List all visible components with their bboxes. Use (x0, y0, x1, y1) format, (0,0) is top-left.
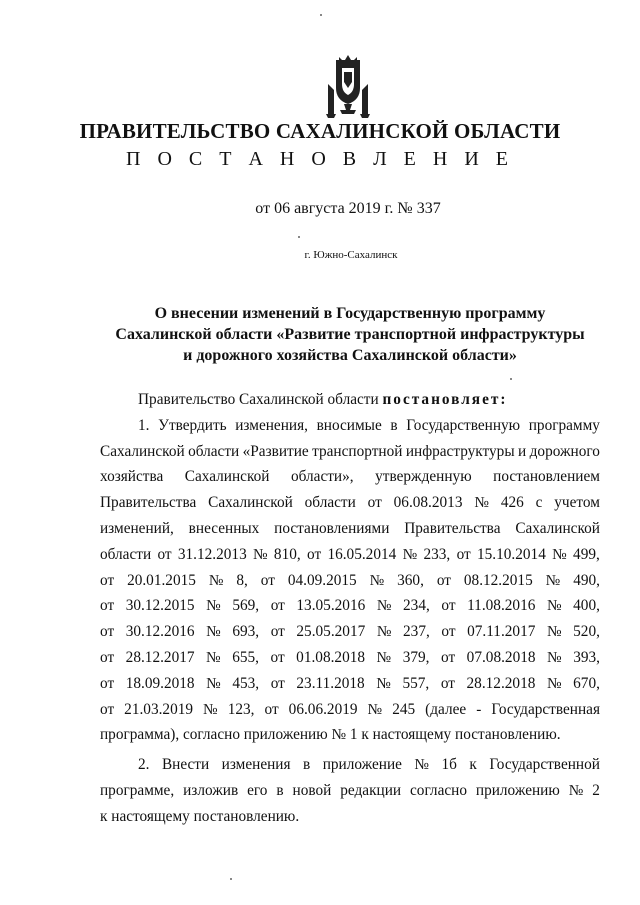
word: приложению (475, 781, 560, 799)
word: от (367, 494, 382, 512)
paragraph-1-line (100, 645, 600, 671)
word: транспортной (312, 442, 403, 460)
word: Утвердить (158, 416, 227, 434)
word: постановлениями (274, 519, 390, 537)
word: 28.12.2017 (125, 648, 195, 666)
paragraph-1-line (100, 619, 600, 645)
word: 15.10.2014 (477, 545, 546, 563)
paragraph-1-last-line: программа), согласно приложению № 1 к настоящему постановлению. (100, 726, 561, 744)
word: № (376, 623, 392, 641)
word: 11.08.2016 (467, 597, 536, 615)
word: № (206, 648, 221, 666)
word: 670, (573, 674, 600, 692)
scan-speck (230, 878, 232, 880)
word: «Развитие (242, 442, 309, 460)
government-title: ПРАВИТЕЛЬСТВО САХАЛИНСКОЙ ОБЛАСТИ (79, 119, 561, 143)
scan-speck (510, 378, 512, 380)
word: с (535, 494, 543, 512)
word: в (390, 416, 398, 434)
word: вносимые (316, 416, 382, 434)
word: Сахалинской (208, 494, 293, 512)
word: 693, (232, 623, 260, 641)
word: области (100, 545, 152, 563)
word: Государственной (489, 756, 600, 774)
paragraph-1-line (100, 490, 600, 516)
paragraph-1-line (100, 464, 600, 490)
word: № (545, 571, 561, 589)
word: 20.01.2015 (127, 571, 196, 589)
word: 360, (397, 571, 424, 589)
subject-line: и дорожного хозяйства Сахалинской области» (183, 347, 517, 364)
word: от (270, 623, 285, 641)
word: Сахалинской (184, 468, 270, 486)
word: № (376, 597, 392, 615)
word: 16.05.2014 (327, 545, 397, 563)
word: № (206, 597, 221, 615)
word: 13.05.2016 (296, 597, 366, 615)
word: 234, (403, 597, 430, 615)
paragraph-1-line (100, 593, 600, 619)
paragraph-1-line (100, 439, 600, 465)
word: хозяйства (100, 468, 164, 486)
word: Сахалинской (100, 442, 185, 460)
paragraph-1-line (100, 516, 600, 542)
document-subject (100, 303, 600, 366)
word: дорожного (529, 442, 600, 460)
word: от (100, 571, 115, 589)
intro-verb: постановляет: (382, 391, 508, 408)
word: 810, (273, 545, 301, 563)
paragraph-1-first-line (100, 413, 600, 439)
word: и (518, 442, 527, 460)
paragraph-2-line (100, 778, 600, 804)
word: № (546, 623, 562, 641)
word: 06.06.2019 (288, 700, 358, 718)
word: его (247, 781, 268, 799)
word: 18.09.2018 (125, 674, 195, 692)
document-place: г. Южно-Сахалинск (304, 249, 398, 261)
word: инфраструктуры (405, 442, 515, 460)
word: № (208, 571, 224, 589)
word: изменения, (235, 416, 308, 434)
word: № (206, 674, 221, 692)
word: № (546, 597, 562, 615)
word: 1. (138, 416, 150, 434)
paragraph-1-line (100, 568, 600, 594)
word: № (253, 545, 268, 563)
word: от (100, 597, 115, 615)
word: изменения (221, 756, 291, 774)
scan-speck (298, 236, 300, 238)
word: 520, (573, 623, 600, 641)
word: от (100, 648, 115, 666)
word: № (552, 545, 567, 563)
intro-text: Правительство Сахалинской области (138, 391, 383, 408)
word: от (260, 571, 275, 589)
word: (далее (425, 700, 467, 718)
word: новой (292, 781, 332, 799)
word: 2. (138, 756, 150, 774)
document-date-number: от 06 августа 2019 г. № 337 (255, 200, 441, 217)
word: 06.08.2013 (393, 494, 463, 512)
word: Государственную (406, 416, 521, 434)
word: 04.09.2015 (287, 571, 357, 589)
word: от (441, 623, 456, 641)
word: от (270, 648, 285, 666)
word: 245 (392, 700, 416, 718)
word: Сахалинской (515, 519, 600, 537)
word: от (100, 623, 115, 641)
word: редакции (340, 781, 402, 799)
word: изменений, (100, 519, 174, 537)
word: Государственная (491, 700, 600, 718)
word: № (376, 648, 392, 666)
word: области (188, 442, 240, 460)
word: в (276, 781, 284, 799)
word: приложение (322, 756, 402, 774)
word: № (206, 623, 221, 641)
word: 393, (573, 648, 600, 666)
word: от (456, 545, 471, 563)
word: Внести (161, 756, 210, 774)
word: 25.05.2017 (296, 623, 366, 641)
word: Правительства (100, 494, 197, 512)
document-body (100, 387, 600, 830)
word: № (376, 674, 391, 692)
word: от (270, 597, 285, 615)
word: от (436, 571, 451, 589)
word: от (100, 700, 115, 718)
word: 08.12.2015 (463, 571, 533, 589)
word: от (264, 700, 279, 718)
scan-speck (320, 14, 322, 16)
word: в (303, 756, 311, 774)
word: программу (528, 416, 600, 434)
word: 23.11.2018 (296, 674, 365, 692)
paragraph-2-last-line: к настоящему постановлению. (100, 807, 300, 825)
word: 123, (227, 700, 255, 718)
word: 21.03.2019 (124, 700, 194, 718)
document-type: П О С Т А Н О В Л Е Н И Е (126, 148, 514, 170)
paragraph-2-first-line (100, 752, 600, 778)
word: 30.12.2016 (125, 623, 195, 641)
word: 453, (232, 674, 260, 692)
word: от (440, 674, 455, 692)
word: утвержденную (375, 468, 472, 486)
word: внесенных (188, 519, 260, 537)
word: от (270, 674, 285, 692)
word: Правительства (404, 519, 501, 537)
word: постановлением (493, 468, 600, 486)
word: 1б (441, 756, 457, 774)
word: 2 (592, 781, 600, 799)
word: от (441, 597, 456, 615)
paragraph-1-line (100, 671, 600, 697)
word: 499, (573, 545, 600, 563)
word: 28.12.2018 (466, 674, 536, 692)
word: 30.12.2015 (125, 597, 195, 615)
word: 569, (232, 597, 260, 615)
coat-of-arms-emblem (322, 54, 374, 120)
word: от (307, 545, 322, 563)
word: программе, (100, 781, 175, 799)
intro-line (100, 387, 600, 413)
word: 490, (573, 571, 600, 589)
word: 379, (402, 648, 430, 666)
subject-line: Сахалинской области «Развитие транспортной инфраструктуры (115, 326, 585, 343)
paragraph-1-line (100, 542, 600, 568)
word: учетом (554, 494, 600, 512)
word: № (414, 756, 430, 774)
word: № (547, 648, 562, 666)
subject-line: О внесении изменений в Государственную программу (154, 305, 546, 322)
word: 426 (500, 494, 524, 512)
word: изложив (183, 781, 239, 799)
word: от (157, 545, 172, 563)
word: № (203, 700, 218, 718)
word: от (441, 648, 456, 666)
word: к (469, 756, 477, 774)
word: № (369, 571, 385, 589)
word: - (476, 700, 482, 718)
word: № (474, 494, 489, 512)
word: от (100, 674, 115, 692)
word: 07.11.2017 (467, 623, 536, 641)
word: № (402, 545, 418, 563)
word: 233, (423, 545, 451, 563)
word: 655, (232, 648, 259, 666)
word: № (568, 781, 584, 799)
word: области (304, 494, 356, 512)
word: 557, (402, 674, 430, 692)
word: 01.08.2018 (296, 648, 366, 666)
word: 400, (573, 597, 600, 615)
word: области», (290, 468, 354, 486)
word: 8, (236, 571, 248, 589)
word: 237, (403, 623, 430, 641)
paragraph-1-line (100, 697, 600, 723)
word: 07.08.2018 (466, 648, 536, 666)
word: № (367, 700, 383, 718)
word: согласно (410, 781, 467, 799)
word: 31.12.2013 (177, 545, 247, 563)
word: № (546, 674, 562, 692)
